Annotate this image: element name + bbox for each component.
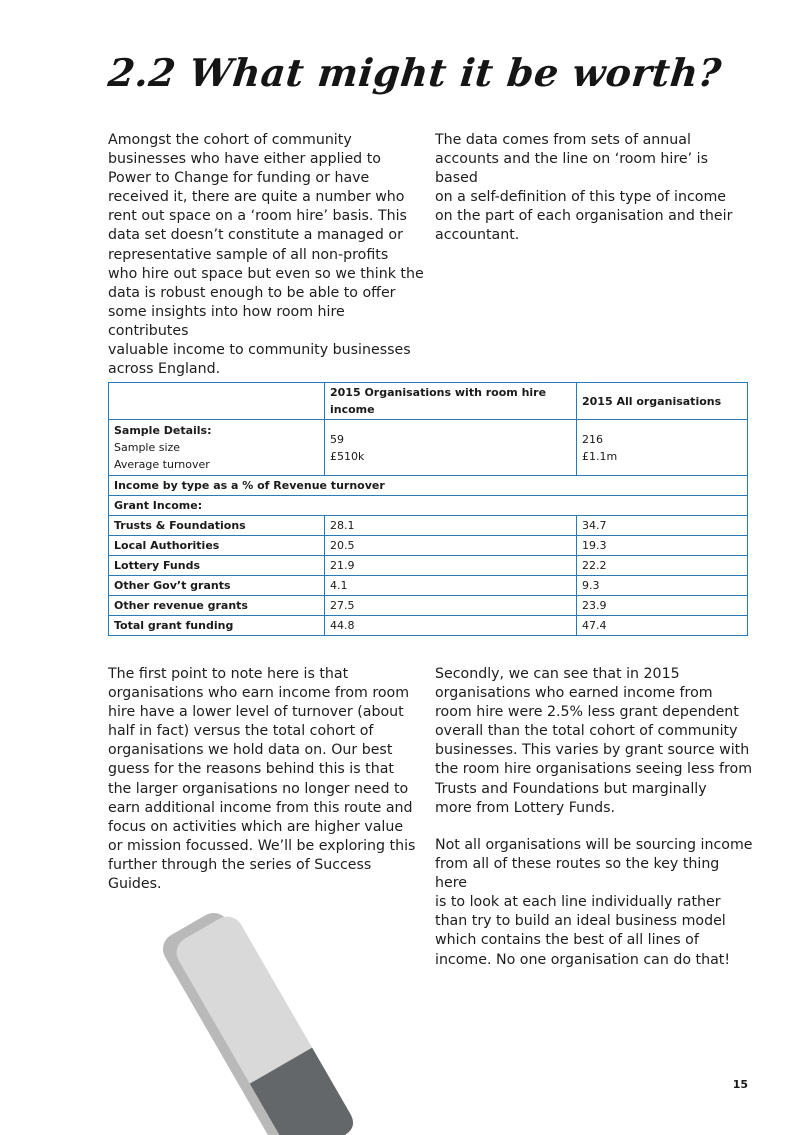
row-label: Other Gov’t grants [109, 576, 325, 596]
sample-details-label: Sample Details: [114, 424, 212, 437]
row-label: Lottery Funds [109, 556, 325, 576]
page-title: 2.2 What might it be worth? [106, 50, 724, 95]
average-turnover-label: Average turnover [114, 458, 210, 471]
row-label: Local Authorities [109, 536, 325, 556]
turnover-room-hire: £510k [330, 449, 365, 463]
section-grant-label: Grant Income: [109, 496, 748, 516]
body-right-paragraph-2: Not all organisations will be sourcing income from all of these routes so the key thing here is to look at each line individually rather than try to build an ideal business model which contains the best of all lines of income. No one organisation can do that! [435, 837, 753, 968]
page-number: 15 [732, 1078, 748, 1091]
table-row [109, 536, 748, 556]
row-label: Other revenue grants [109, 596, 325, 616]
row-value-room-hire: 21.9 [325, 556, 577, 576]
row-value-all-orgs: 23.9 [577, 596, 748, 616]
sample-size-room-hire: 59 [330, 432, 344, 446]
row-label: Trusts & Foundations [109, 516, 325, 536]
table-row [109, 516, 748, 536]
row-value-room-hire: 44.8 [325, 616, 577, 636]
sample-all-orgs-cell [577, 420, 748, 476]
row-value-all-orgs: 9.3 [577, 576, 748, 596]
section-income-label: Income by type as a % of Revenue turnover [109, 476, 748, 496]
table-row [109, 556, 748, 576]
table-header-row [109, 383, 748, 420]
turnover-all-orgs: £1.1m [582, 449, 618, 463]
section-row-grant [109, 496, 748, 516]
row-value-room-hire: 27.5 [325, 596, 577, 616]
table-row [109, 576, 748, 596]
row-value-room-hire: 20.5 [325, 536, 577, 556]
row-value-room-hire: 28.1 [325, 516, 577, 536]
sample-size-label: Sample size [114, 441, 181, 454]
income-table [108, 382, 748, 636]
sample-room-hire-cell [325, 420, 577, 476]
row-value-room-hire: 4.1 [325, 576, 577, 596]
table-row [109, 596, 748, 616]
intro-right-paragraph: The data comes from sets of annual accounts and the line on ‘room hire’ is based on a self-definition of this type of income on the part of each organisation and their accountant. [435, 132, 733, 244]
row-value-all-orgs: 47.4 [577, 616, 748, 636]
eraser-illustration [160, 900, 400, 1135]
row-value-all-orgs: 34.7 [577, 516, 748, 536]
sample-details-row [109, 420, 748, 476]
sample-details-label-cell [109, 420, 325, 476]
body-left-paragraph: The first point to note here is that organisations who earn income from room hire have a lower level of turnover (about half in fact) versus the total cohort of organisations we hold data on. Our best guess for the reasons behind this is that the larger organisations no longer need to earn additional income from this route and focus on activities which are higher value or mission focussed. We’ll be exploring this further through the series of Success Guides. [108, 666, 416, 893]
section-row-income [109, 476, 748, 496]
body-right-paragraph-1: Secondly, we can see that in 2015 organisations who earned income from room hire were 2.5% less grant dependent overall than the total cohort of community businesses. This varies by grant source with the room hire organisations seeing less from Trusts and Foundations but marginally more from Lottery Funds. [435, 666, 753, 816]
row-label: Total grant funding [109, 616, 325, 636]
intro-left-paragraph: Amongst the cohort of community businesses who have either applied to Power to Change for funding or have received it, there are quite a number who rent out space on a ‘room hire’ basis. This data set doesn’t constitute a managed or representative sample of all non-profits who hire out space but even so we think the data is robust enough to be able to offer some insights into how room hire contributes valuable income to community businesses across England. [108, 132, 424, 378]
row-value-all-orgs: 22.2 [577, 556, 748, 576]
header-cell-empty [109, 383, 325, 420]
header-cell-all-orgs: 2015 All organisations [577, 383, 748, 420]
header-cell-room-hire: 2015 Organisations with room hire income [325, 383, 577, 420]
sample-size-all-orgs: 216 [582, 432, 603, 446]
table-row [109, 616, 748, 636]
row-value-all-orgs: 19.3 [577, 536, 748, 556]
